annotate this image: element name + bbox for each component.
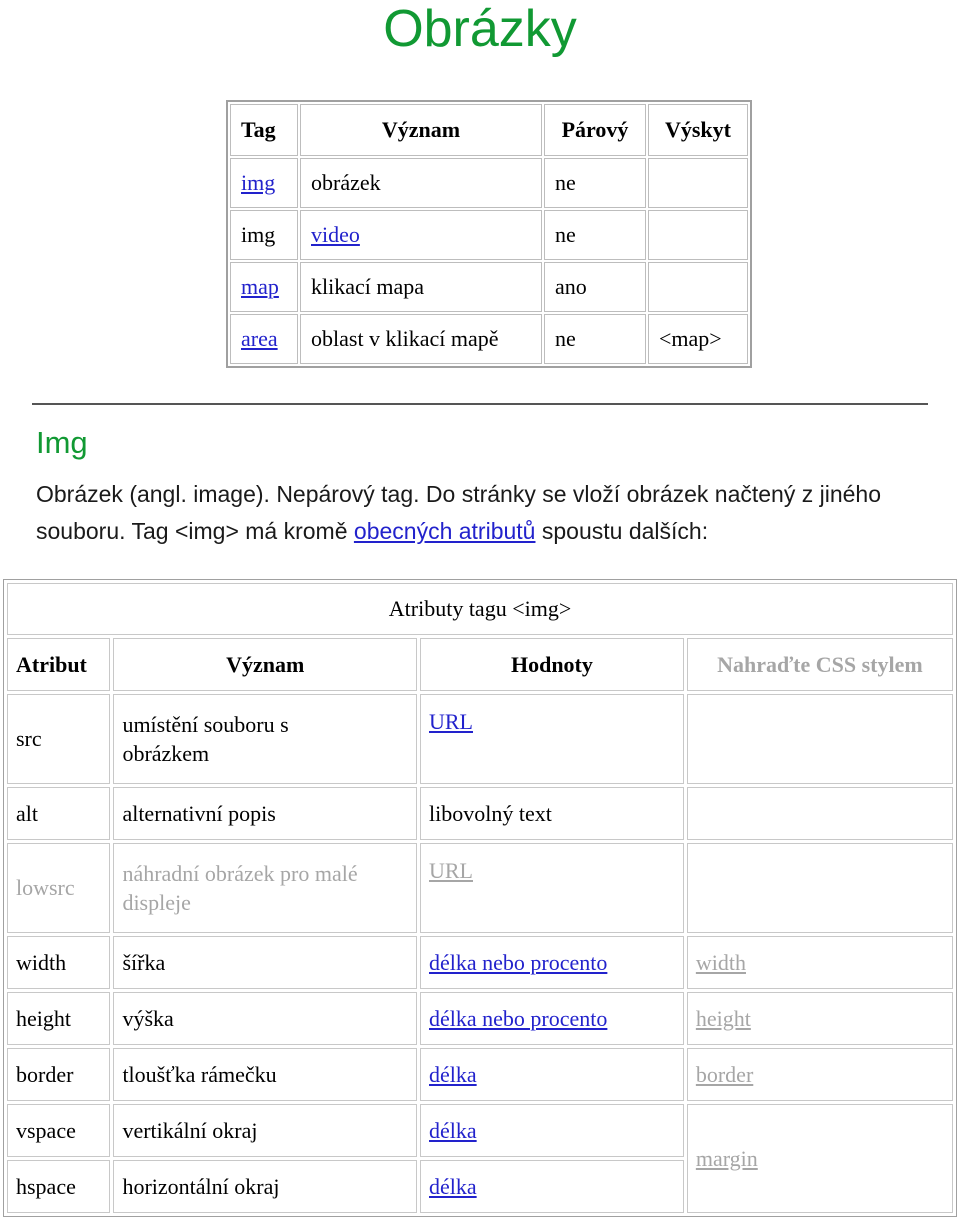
values-cell	[420, 936, 684, 989]
table-caption: Atributy tagu <img>	[7, 583, 953, 635]
table-row	[230, 262, 748, 312]
table-header-row	[7, 638, 953, 691]
css-cell	[687, 787, 953, 840]
section-divider	[32, 403, 928, 405]
length-link[interactable]: délka	[429, 1061, 477, 1087]
attribute-cell: vspace	[7, 1104, 110, 1157]
common-attributes-link[interactable]: obecných atributů	[353, 518, 536, 544]
css-border-link[interactable]: border	[695, 1061, 754, 1087]
meaning-link-video[interactable]: video	[311, 222, 360, 247]
meaning-cell: tloušťka rámečku	[113, 1048, 417, 1101]
paired-cell: ne	[544, 314, 646, 364]
table-row	[7, 787, 953, 840]
column-header-meaning: Význam	[113, 638, 417, 691]
tag-cell	[230, 262, 298, 312]
table-row	[7, 1048, 953, 1101]
meaning-cell: výška	[113, 992, 417, 1045]
table-row	[230, 210, 748, 260]
attribute-cell: src	[7, 694, 110, 784]
values-cell	[420, 843, 684, 933]
table-row	[7, 936, 953, 989]
length-link[interactable]: délka	[429, 1173, 477, 1199]
values-cell	[420, 1048, 684, 1101]
css-margin-link[interactable]: margin	[695, 1145, 758, 1171]
paragraph-text-end: spoustu dalších:	[535, 518, 709, 544]
url-link-muted[interactable]: URL	[429, 858, 473, 883]
meaning-cell	[300, 210, 542, 260]
meaning-cell: vertikální okraj	[113, 1104, 417, 1157]
table-row	[7, 694, 953, 784]
css-cell	[687, 1104, 953, 1213]
tag-link-img[interactable]: img	[241, 170, 276, 195]
paired-cell: ne	[544, 210, 646, 260]
occurrence-cell	[648, 158, 748, 208]
tag-cell	[230, 158, 298, 208]
length-or-percent-link[interactable]: délka nebo procento	[429, 949, 608, 975]
paragraph-text: Obrázek (angl. image). Nepárový tag. Do stránky se vloží obrázek načtený z jiného souboru. Tag <img> má kromě	[36, 481, 882, 544]
column-header-tag: Tag	[230, 104, 298, 156]
table-header-row	[230, 104, 748, 156]
meaning-cell: obrázek	[300, 158, 542, 208]
column-header-paired: Párový	[544, 104, 646, 156]
meaning-cell: alternativní popis	[113, 787, 417, 840]
values-cell: libovolný text	[420, 787, 684, 840]
attribute-cell: alt	[7, 787, 110, 840]
column-header-occurrence: Výskyt	[648, 104, 748, 156]
attribute-cell: height	[7, 992, 110, 1045]
attribute-cell: hspace	[7, 1160, 110, 1213]
css-width-link[interactable]: width	[695, 949, 746, 975]
values-cell	[420, 1104, 684, 1157]
url-link[interactable]: URL	[429, 709, 473, 734]
values-cell	[420, 992, 684, 1045]
caption-row	[7, 583, 953, 635]
tags-table	[226, 100, 752, 368]
meaning-cell: umístění souboru s obrázkem	[113, 694, 417, 784]
column-header-css: Nahraďte CSS stylem	[687, 638, 953, 691]
column-header-attribute: Atribut	[7, 638, 110, 691]
tag-link-area[interactable]: area	[241, 326, 278, 351]
css-cell	[687, 694, 953, 784]
css-cell	[687, 843, 953, 933]
tag-cell: img	[230, 210, 298, 260]
length-or-percent-link[interactable]: délka nebo procento	[429, 1005, 608, 1031]
table-row	[7, 843, 953, 933]
meaning-cell: šířka	[113, 936, 417, 989]
css-cell	[687, 936, 953, 989]
values-cell	[420, 1160, 684, 1213]
paired-cell: ano	[544, 262, 646, 312]
length-link[interactable]: délka	[429, 1117, 477, 1143]
meaning-cell: oblast v klikací mapě	[300, 314, 542, 364]
page-title: Obrázky	[383, 0, 577, 58]
meaning-cell: klikací mapa	[300, 262, 542, 312]
table-row	[230, 314, 748, 364]
section-paragraph	[36, 476, 936, 550]
tag-cell	[230, 314, 298, 364]
meaning-cell: náhradní obrázek pro malé displeje	[113, 843, 417, 933]
table-row	[230, 158, 748, 208]
tag-link-map[interactable]: map	[241, 274, 279, 299]
table-row	[7, 1104, 953, 1157]
meaning-cell: horizontální okraj	[113, 1160, 417, 1213]
attribute-cell: width	[7, 936, 110, 989]
attribute-cell: lowsrc	[7, 843, 110, 933]
css-cell	[687, 992, 953, 1045]
attribute-cell: border	[7, 1048, 110, 1101]
column-header-values: Hodnoty	[420, 638, 684, 691]
column-header-meaning: Význam	[300, 104, 542, 156]
occurrence-cell: <map>	[648, 314, 748, 364]
section-heading: Img	[36, 425, 88, 460]
css-cell	[687, 1048, 953, 1101]
paired-cell: ne	[544, 158, 646, 208]
attributes-table	[3, 579, 957, 1217]
occurrence-cell	[648, 262, 748, 312]
occurrence-cell	[648, 210, 748, 260]
values-cell	[420, 694, 684, 784]
css-height-link[interactable]: height	[695, 1005, 751, 1031]
table-row	[7, 992, 953, 1045]
